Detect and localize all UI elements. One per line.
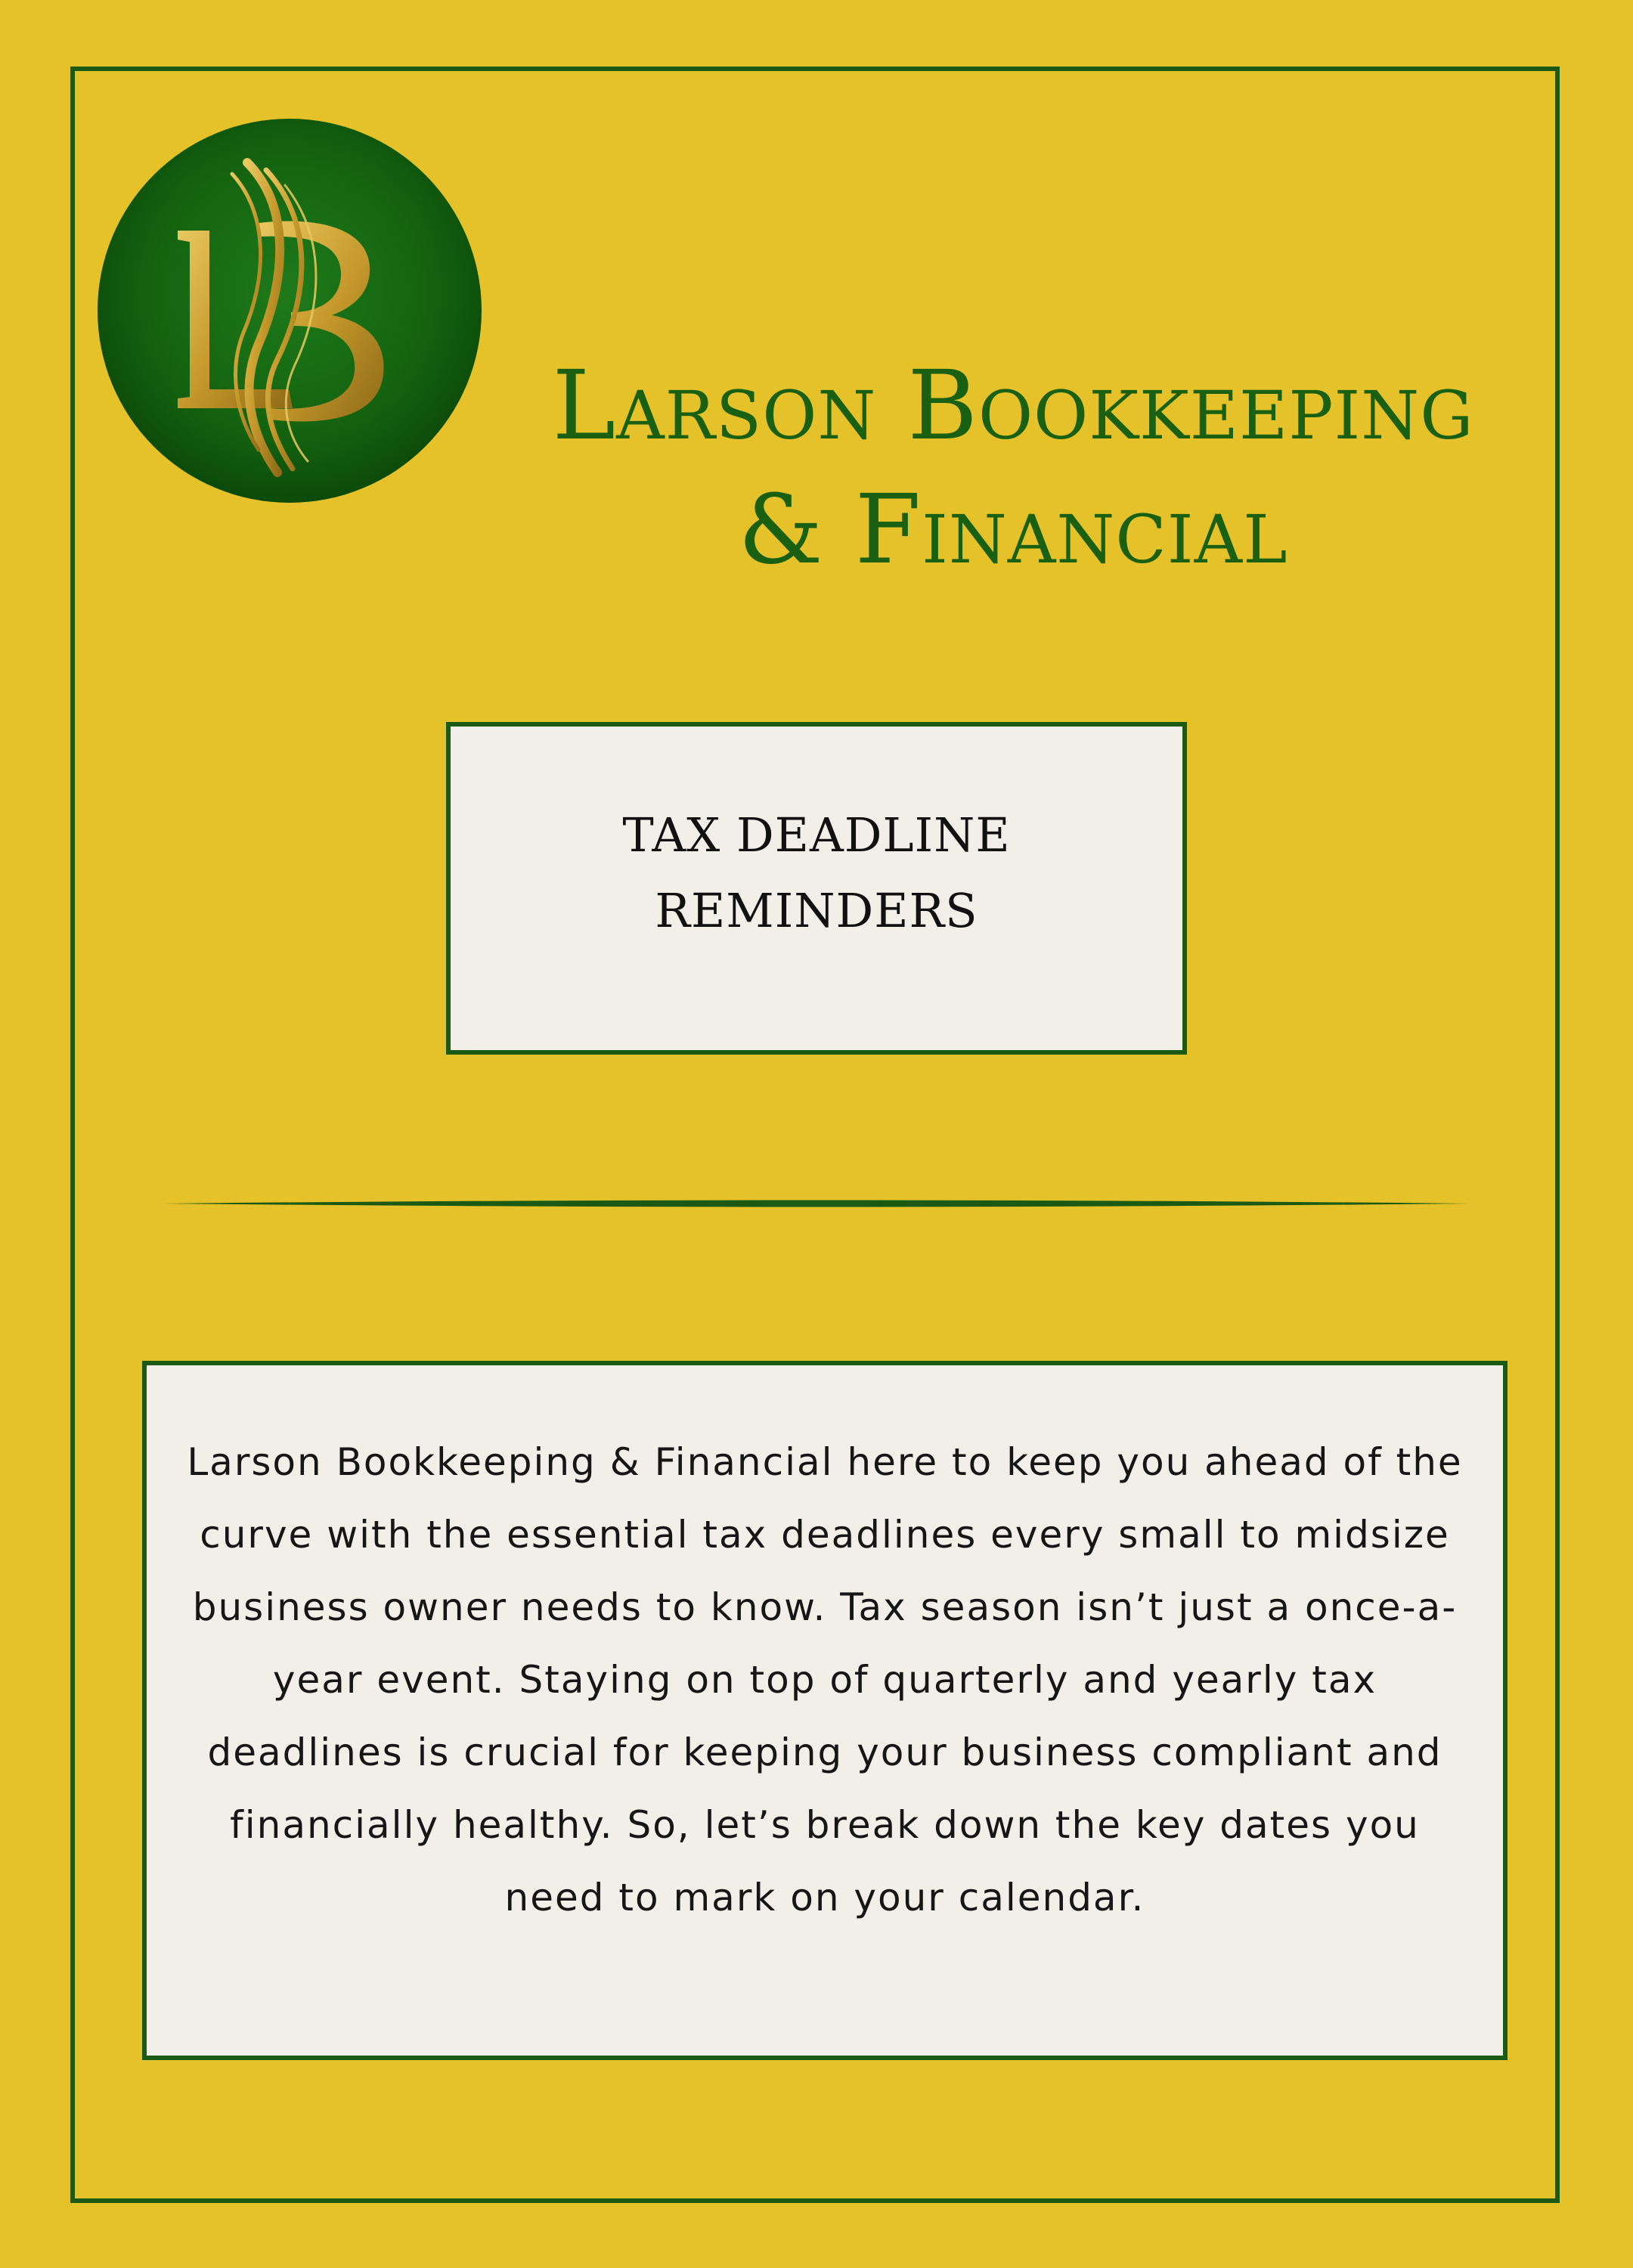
intro-box — [142, 1361, 1508, 2060]
divider-line — [163, 1198, 1470, 1209]
lb-logo-emblem — [96, 117, 483, 504]
firm-name-line1: Larson Bookkeeping — [552, 350, 1474, 461]
page-title: TAX DEADLINE REMINDERS — [622, 807, 1011, 938]
firm-name-line2: & Financial — [738, 474, 1288, 585]
firm-name-heading — [484, 344, 1542, 592]
title-box — [446, 722, 1187, 1055]
intro-paragraph: Larson Bookkeeping & Financial here to keep you ahead of the curve with the essential tax deadlines every small to midsize business owner needs to know. Tax season isn’t just a once-a-year event. Staying on top of quarterly and yearly tax deadlines is crucial for keeping your business compliant and financially healthy. So, let’s break down the key dates you need to mark on your calendar. — [187, 1440, 1463, 1919]
